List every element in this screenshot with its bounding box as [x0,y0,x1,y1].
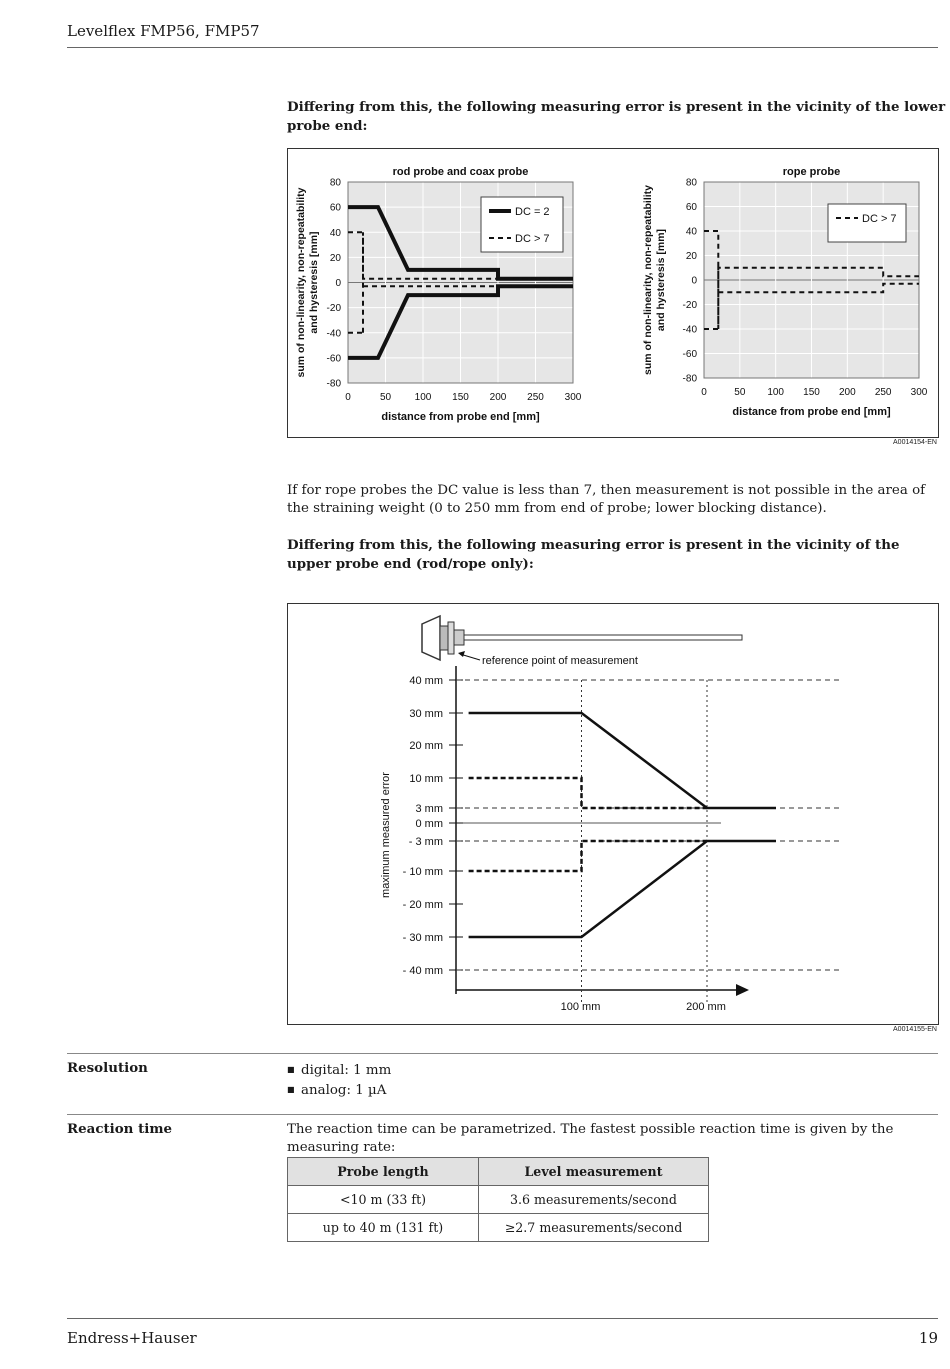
x-tick-label: 0 [345,392,351,403]
annotation-label: reference point of measurement [482,655,638,667]
reaction-time-text: The reaction time can be parametrized. The fastest possible reaction time is given by the measuring rate: [287,1122,894,1155]
x-tick-label: 200 mm [686,1001,726,1013]
measuring-rate-table [287,1157,709,1242]
table-cell: up to 40 m (131 ft) [288,1214,479,1242]
y-tick-label: -20 [682,300,697,311]
table-header-row [288,1158,709,1186]
y-tick-label: - 10 mm [402,866,443,878]
y-tick-label: 20 mm [409,740,443,752]
y-tick-label: 0 mm [415,818,443,830]
list-item [287,1060,391,1080]
y-tick-label: - 20 mm [402,899,443,911]
page-header-title: Levelflex FMP56, FMP57 [67,22,260,40]
y-tick-label: 0 [691,275,697,287]
y-tick-label: 10 mm [409,773,443,785]
resolution-list [287,1060,391,1100]
y-axis-label: sum of non-linearity, non-repeatability [642,185,654,375]
figure-id: A0014154-EN [893,439,937,446]
x-axis-label: distance from probe end [mm] [381,411,540,423]
y-tick-label: 60 [685,202,697,213]
annotation-arrowhead-icon [458,651,465,657]
y-axis-label: and hysteresis [mm] [655,228,667,332]
x-tick-label: 0 [701,387,707,398]
y-tick-label: -80 [682,373,697,385]
y-tick-label: - 40 mm [402,965,443,977]
column-header-level-measurement: Level measurement [479,1158,709,1186]
y-tick-label: -60 [326,353,341,365]
y-tick-label: -40 [682,324,697,336]
y-axis-label: maximum measured error [380,772,392,898]
y-axis-label: and hysteresis [mm] [308,231,320,334]
rope-probe-note: If for rope probes the DC value is less than 7, then measurement is not possible in the area of the straining weight (0 to 250 mm from end of probe; lower blocking distance). [287,483,926,516]
probe-horn-icon [422,616,440,660]
x-tick-label: 200 [838,387,856,398]
x-tick-label: 50 [379,392,392,403]
footer-brand: Endress+Hauser [67,1329,197,1347]
x-tick-label: 50 [734,387,746,398]
x-tick-label: 200 [489,392,507,403]
series-line [469,841,776,937]
section-divider [67,1114,938,1115]
x-tick-label: 100 [414,392,432,403]
upper-probe-error-heading: Differing from this, the following measuring error is present in the vicinity of the upper probe end (rod/rope only): [287,537,900,572]
probe-flange-icon [448,622,454,654]
lower-probe-charts-svg [288,149,938,437]
chart-title: rod probe and coax probe [392,166,529,178]
x-tick-label: 100 mm [560,1001,601,1013]
table-cell: 3.6 measurements/second [479,1186,709,1214]
resolution-label: Resolution [67,1060,148,1076]
y-tick-label: 0 [335,278,341,289]
y-axis-label: sum of non-linearity, non-repeatability [295,187,307,378]
upper-probe-chart-svg [288,604,938,1024]
series-line [469,713,776,808]
y-tick-label: 3 mm [415,803,443,815]
footer-rule [67,1318,938,1319]
upper-probe-figure [287,603,939,1025]
resolution-analog: analog: 1 µA [301,1083,387,1098]
y-tick-label: 30 mm [409,708,443,720]
x-tick-label: 150 [452,392,469,403]
probe-flange-icon [440,626,448,650]
x-tick-label: 250 [527,392,544,403]
table-row [288,1186,709,1214]
series-line [469,841,707,871]
page-number: 19 [918,1329,938,1347]
table-cell: <10 m (33 ft) [288,1186,479,1214]
x-axis-label: distance from probe end [mm] [732,406,891,418]
chart-title: rope probe [782,166,841,178]
section-divider [67,1053,938,1054]
legend-label: DC > 7 [862,213,897,225]
header-rule [67,47,938,48]
lower-probe-figure [287,148,939,438]
probe-rod-icon [464,635,742,640]
series-line [469,778,707,808]
legend-label: DC > 7 [515,233,550,245]
y-tick-label: 20 [685,251,697,262]
x-tick-label: 100 [767,387,785,398]
figure-id: A0014155-EN [893,1026,937,1033]
list-item [287,1080,391,1100]
y-tick-label: -60 [682,349,697,360]
y-tick-label: 80 [329,177,341,189]
table-row [288,1214,709,1242]
x-tick-label: 250 [874,387,892,398]
resolution-digital: digital: 1 mm [301,1063,392,1078]
y-tick-label: 40 [329,227,341,239]
y-tick-label: - 3 mm [408,836,443,848]
lower-probe-error-heading: Differing from this, the following measuring error is present in the vicinity of the lower probe end: [287,99,946,134]
y-tick-label: -80 [326,378,341,390]
reaction-time-label: Reaction time [67,1121,173,1137]
y-tick-label: -40 [326,328,341,340]
y-tick-label: 40 mm [409,675,443,687]
y-tick-label: 60 [329,202,341,214]
probe-thread-icon [454,630,464,645]
x-tick-label: 150 [803,387,820,398]
column-header-probe-length: Probe length [288,1158,479,1186]
x-axis-arrow-icon [736,984,749,996]
y-tick-label: 20 [329,252,341,264]
x-tick-label: 300 [564,392,582,403]
y-tick-label: -20 [326,303,341,315]
y-tick-label: 80 [685,177,697,189]
y-tick-label: - 30 mm [402,932,443,944]
x-tick-label: 300 [910,387,928,398]
table-cell: ≥2.7 measurements/second [479,1214,709,1242]
legend-label: DC = 2 [515,206,550,218]
y-tick-label: 40 [685,226,697,238]
